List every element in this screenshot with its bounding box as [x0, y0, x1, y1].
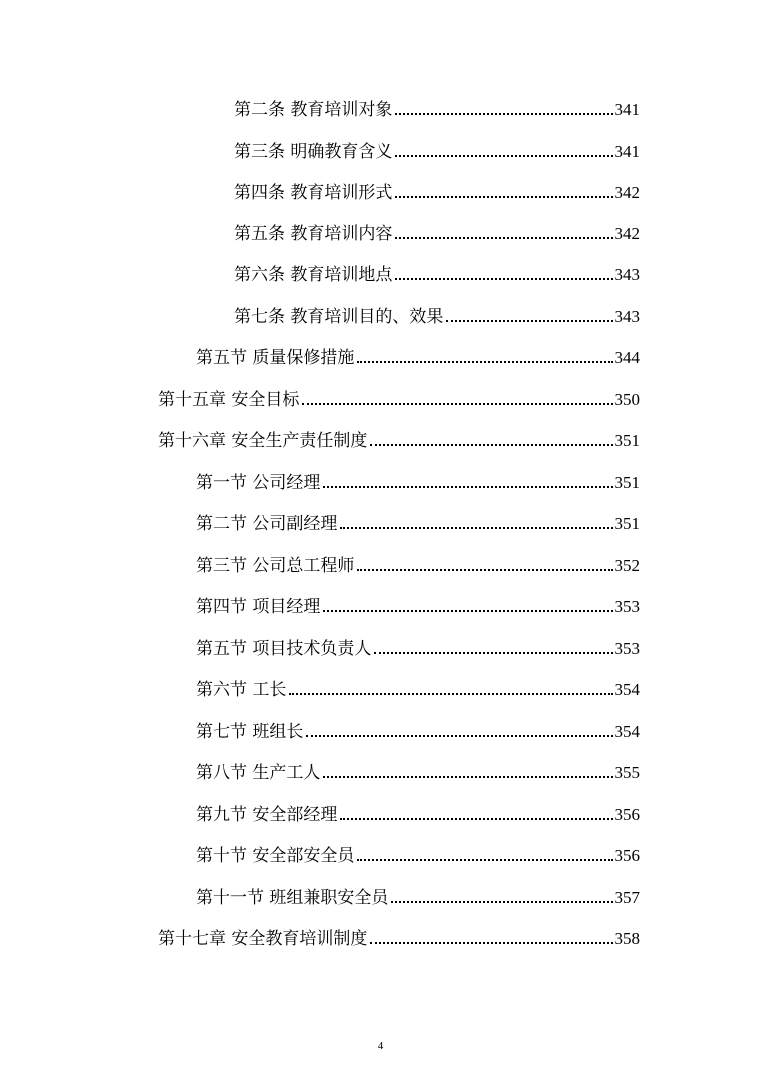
- toc-dot-leader: [289, 693, 612, 695]
- toc-dot-leader: [323, 610, 612, 612]
- toc-entry-label: 第十七章 安全教育培训制度: [158, 929, 368, 949]
- toc-entry[interactable]: [196, 513, 640, 535]
- toc-dot-leader: [340, 527, 612, 529]
- toc-dot-leader: [395, 196, 612, 198]
- toc-entry[interactable]: [196, 555, 640, 577]
- toc-entry-page: 343: [614, 265, 640, 284]
- toc-dot-leader: [370, 444, 612, 446]
- toc-entry-page: 356: [614, 846, 640, 865]
- toc-dot-leader: [306, 735, 612, 737]
- toc-entry-page: 354: [614, 680, 640, 699]
- toc-entry[interactable]: [196, 347, 640, 369]
- toc-dot-leader: [357, 361, 612, 363]
- toc-entry-label: 第五条 教育培训内容: [234, 224, 393, 244]
- toc-entry[interactable]: [196, 762, 640, 784]
- toc-entry[interactable]: [158, 928, 640, 950]
- toc-entry-label: 第二条 教育培训对象: [234, 100, 393, 120]
- toc-entry-page: 351: [614, 431, 640, 450]
- toc-entry[interactable]: [196, 679, 640, 701]
- toc-entry[interactable]: [196, 596, 640, 618]
- toc-entry-page: 351: [614, 473, 640, 492]
- toc-entry[interactable]: [196, 721, 640, 743]
- toc-entry-label: 第十一节 班组兼职安全员: [196, 888, 389, 908]
- toc-entry-label: 第五节 质量保修措施: [196, 348, 355, 368]
- toc-entry-page: 351: [614, 514, 640, 533]
- page-number: 4: [377, 1040, 384, 1052]
- toc-dot-leader: [391, 901, 612, 903]
- toc-dot-leader: [374, 652, 612, 654]
- toc-entry[interactable]: [196, 887, 640, 909]
- toc-dot-leader: [357, 569, 612, 571]
- toc-entry-label: 第四节 项目经理: [196, 597, 321, 617]
- toc-entry-page: 352: [614, 556, 640, 575]
- toc-entry[interactable]: [234, 306, 640, 328]
- toc-entry[interactable]: [234, 141, 640, 163]
- toc-entry-page: 357: [614, 888, 640, 907]
- toc-entry[interactable]: [158, 389, 640, 411]
- toc-entry-label: 第三节 公司总工程师: [196, 556, 355, 576]
- toc-entry-label: 第六节 工长: [196, 680, 287, 700]
- toc-entry-page: 356: [614, 805, 640, 824]
- toc-entry[interactable]: [234, 264, 640, 286]
- toc-entry-label: 第四条 教育培训形式: [234, 183, 393, 203]
- toc-entry[interactable]: [196, 472, 640, 494]
- toc-entry[interactable]: [234, 182, 640, 204]
- toc-entry-label: 第八节 生产工人: [196, 763, 321, 783]
- toc-dot-leader: [323, 486, 612, 488]
- toc-entry-page: 341: [614, 100, 640, 119]
- toc-entry-page: 342: [614, 224, 640, 243]
- toc-entry-label: 第一节 公司经理: [196, 473, 321, 493]
- toc-entry[interactable]: [196, 845, 640, 867]
- toc-entry-page: 353: [614, 639, 640, 658]
- toc-dot-leader: [302, 403, 612, 405]
- toc-dot-leader: [340, 818, 612, 820]
- toc-dot-leader: [357, 859, 612, 861]
- toc-entry-label: 第六条 教育培训地点: [234, 265, 393, 285]
- toc-entry-page: 344: [614, 348, 640, 367]
- toc-entry-page: 354: [614, 722, 640, 741]
- toc-entry[interactable]: [234, 223, 640, 245]
- toc-entry-label: 第十五章 安全目标: [158, 390, 300, 410]
- toc-dot-leader: [370, 942, 612, 944]
- toc-dot-leader: [446, 320, 612, 322]
- toc-entry-page: 350: [614, 390, 640, 409]
- toc-dot-leader: [395, 155, 612, 157]
- toc-entry-label: 第十节 安全部安全员: [196, 846, 355, 866]
- toc-entry-page: 355: [614, 763, 640, 782]
- toc-entry-label: 第三条 明确教育含义: [234, 142, 393, 162]
- toc-dot-leader: [323, 776, 612, 778]
- toc-entry[interactable]: [196, 804, 640, 826]
- toc-entry-page: 353: [614, 597, 640, 616]
- toc-entry-label: 第七节 班组长: [196, 722, 304, 742]
- toc-entry-page: 342: [614, 183, 640, 202]
- toc-entry-page: 358: [614, 929, 640, 948]
- toc-entry-label: 第二节 公司副经理: [196, 514, 338, 534]
- toc-entry-label: 第五节 项目技术负责人: [196, 639, 372, 659]
- toc-dot-leader: [395, 237, 612, 239]
- toc-entry-label: 第七条 教育培训目的、效果: [234, 307, 444, 327]
- toc-entry[interactable]: [234, 99, 640, 121]
- toc-entry-page: 341: [614, 142, 640, 161]
- toc-entry[interactable]: [196, 638, 640, 660]
- toc-dot-leader: [395, 113, 612, 115]
- toc-entry-label: 第十六章 安全生产责任制度: [158, 431, 368, 451]
- toc-dot-leader: [395, 278, 612, 280]
- toc-entry-label: 第九节 安全部经理: [196, 805, 338, 825]
- toc-entry-page: 343: [614, 307, 640, 326]
- toc-entry[interactable]: [158, 430, 640, 452]
